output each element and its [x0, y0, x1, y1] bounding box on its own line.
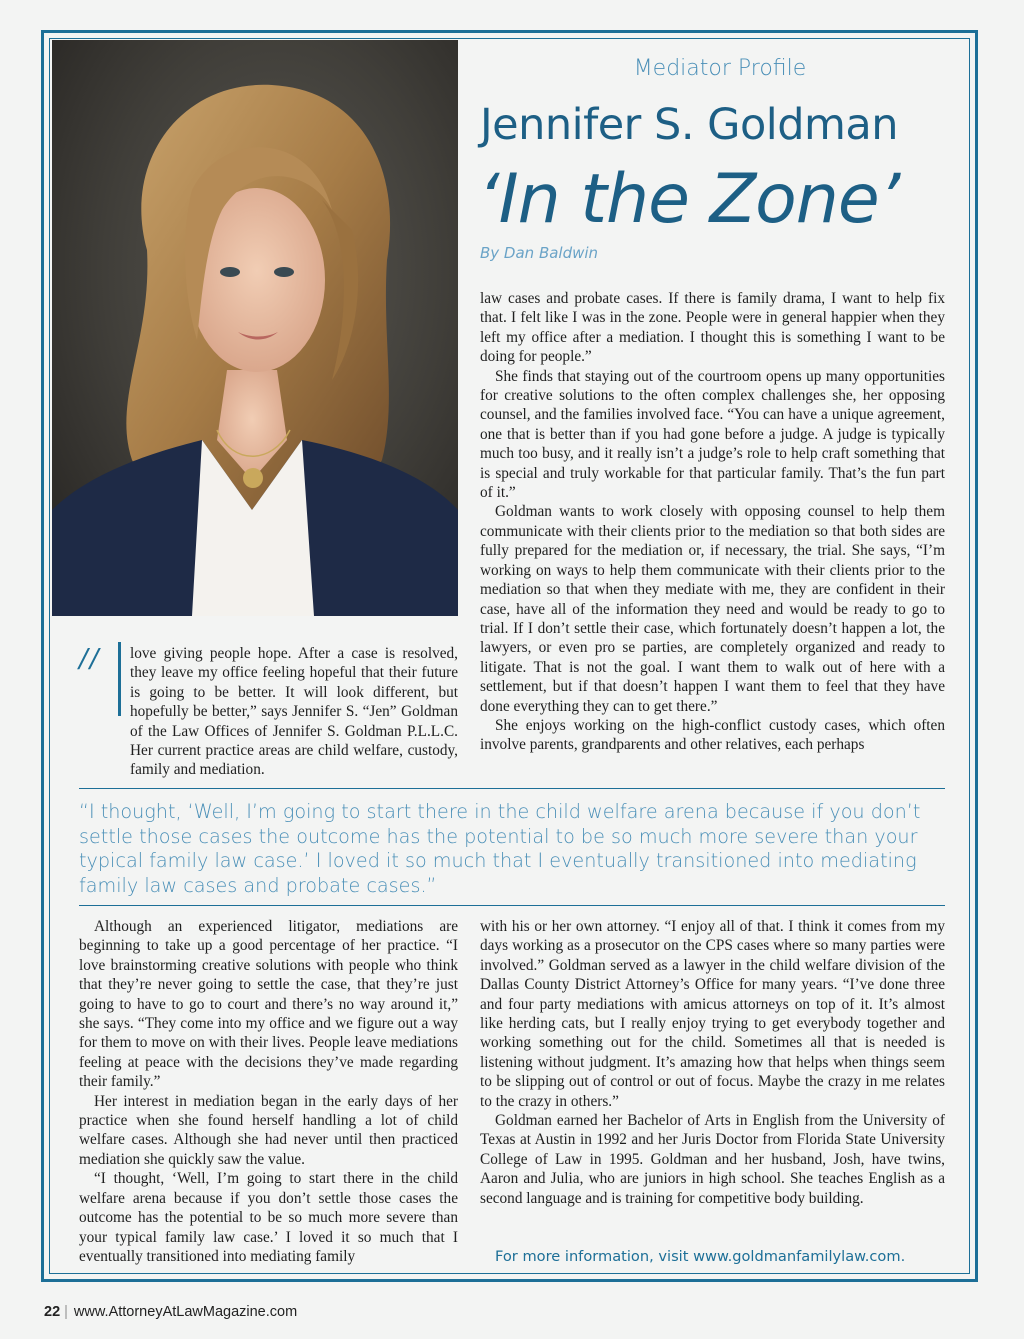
pullquote-rule-top	[79, 788, 945, 789]
footer-separator: |	[64, 1304, 68, 1320]
paragraph: Her interest in mediation began in the early days of her practice when she found herself handling a lot of child welfare cases. Although she had never until then practiced mediation she quickly saw the value.	[79, 1092, 458, 1168]
article-intro	[79, 644, 458, 780]
article-column-right-bottom	[480, 917, 945, 1208]
portrait-illustration	[52, 40, 458, 616]
pullquote: “I thought, ‘Well, I’m going to start there in the child welfare arena because if you don’t settle those cases the outcome has the potential to be so much more severe than your typical family law case.’ I loved it so much that I eventually transitioned into mediating family law cases and probate cases.”	[79, 800, 921, 897]
more-info-link[interactable]: For more information, visit www.goldmanfamilylaw.com.	[495, 1248, 906, 1265]
portrait-photo	[52, 40, 458, 616]
article-subtitle: ‘In the Zone’	[478, 160, 900, 239]
article-column-left-bottom	[79, 917, 458, 1266]
paragraph: Goldman earned her Bachelor of Arts in English from the University of Texas at Austin in 1992 and her Juris Doctor from Florida State University College of Law in 1995. Goldman and her husband, Josh, have twins, Aaron and Julia, who are juniors in high school. She teaches English as a second language and is training for competitive body building.	[480, 1112, 945, 1207]
paragraph: law cases and probate cases. If there is family drama, I want to help fix that. I felt like I was in the zone. People were in general happier when they left my office after a mediation. I thought this is something I want to be doing for people.”	[480, 290, 945, 366]
intro-paragraph: love giving people hope. After a case is resolved, they leave my office feeling hopeful that their future is going to be better. It will look different, but hopefully be better,” says Jennifer S. “Jen” Goldman of the Law Offices of Jennifer S. Goldman P.L.L.C. Her current practice areas are child welfare, custody, family and mediation.	[130, 645, 458, 779]
page-number: 22	[44, 1304, 61, 1320]
footer-site-link[interactable]: www.AttorneyAtLawMagazine.com	[73, 1304, 298, 1320]
paragraph: She enjoys working on the high-conflict custody cases, which often involve parents, grandparents and other relatives, each perhaps	[480, 716, 945, 754]
paragraph: with his or her own attorney. “I enjoy all of that. I think it comes from my days working as a prosecutor on the CPS cases where so many parties were involved.” Goldman served as a lawyer in the child welfare division of the Dallas County District Attorney’s Office for many years. “I’ve done three and four party mediations with amicus attorneys on top of it. It’s almost like herding cats, but I really enjoy trying to get everybody together and working something out for the child. Sometimes all that is needed is listening without judgment. It’s amazing how that helps when things seem to be slipping out of control or out of focus. Maybe the crazy in me relates to the crazy in others.”	[480, 918, 945, 1110]
page-footer	[44, 1304, 297, 1320]
article-title: Jennifer S. Goldman	[480, 100, 899, 150]
byline: By Dan Baldwin	[480, 244, 599, 262]
paragraph: Although an experienced litigator, mediations are beginning to take up a good percentage of her practice. “I love brainstorming creative solutions with people who think that they’re never going to settle the case, that they’re just going to have to go to court and there’s no way around it,” she says. “They come into my office and we figure out a way for them to move on with their lives. People leave mediations feeling at peace with the decisions they’ve made regarding their family.”	[79, 918, 458, 1091]
paragraph: “I thought, ‘Well, I’m going to start there in the child welfare arena because if you don’t settle those cases the outcome has the potential to be so much more severe than your typical family law case.’ I loved it so much that I eventually transitioned into mediating family	[79, 1170, 458, 1265]
section-label: Mediator Profile	[633, 56, 807, 81]
pullquote-rule-bottom	[79, 905, 945, 906]
paragraph: Goldman wants to work closely with opposing counsel to help them communicate with their clients prior to the mediation so that both sides are fully prepared for the mediation or, if necessary, the trial. She says, “I’m working on ways to help them communicate with their clients prior to the mediation so that when they mediate with me, they are confident in their case, have all of the information they need and would be ready to go to trial. If I don’t settle their case, which fortunately doesn’t happen a lot, the lawyers, or even pro se parties, are completely organized and ready to litigate. That is not the goal. I want them to walk out of here with a settlement, but if that doesn’t happen I want them to feel that they have done everything they can to get there.”	[480, 503, 945, 715]
paragraph: She finds that staying out of the courtroom opens up many opportunities for creative solutions to the often complex challenges she, her opposing counsel, and the families involved face. “You can have a unique agreement, one that is better than if you had gone before a judge. A judge is typically much too busy, and it really isn’t a judge’s role to help craft something that is special and truly workable for that particular family. That’s the fun part of it.”	[480, 367, 945, 502]
quote-mark-icon: //	[79, 644, 101, 674]
article-column-right-top	[480, 289, 945, 755]
